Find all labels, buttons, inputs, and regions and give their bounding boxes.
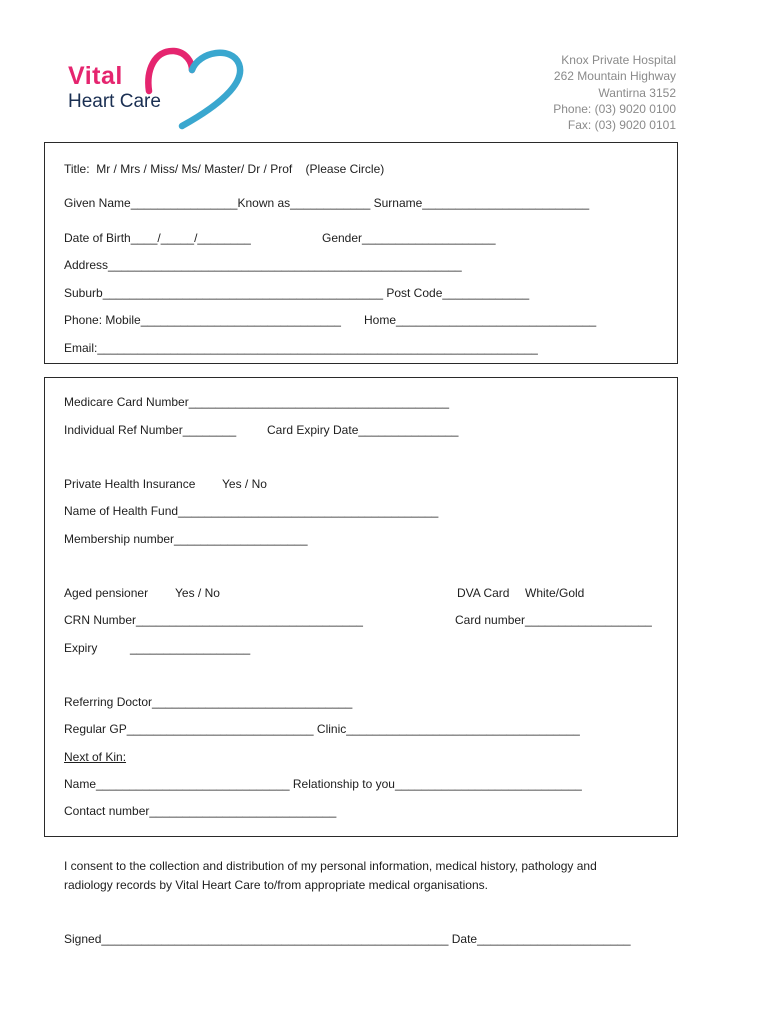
membership-field[interactable]: Membership number____________________: [64, 532, 308, 546]
crn-field[interactable]: CRN Number__________________________________: [64, 613, 363, 627]
ref-number-field[interactable]: Individual Ref Number________: [64, 423, 237, 437]
aged-pensioner-label: Aged pensioner: [64, 586, 149, 600]
gender-field[interactable]: Gender____________________: [322, 231, 496, 245]
dva-card-label: DVA Card: [457, 586, 510, 600]
email-field[interactable]: Email:__________________________________________________________________: [64, 341, 538, 355]
address-line: 262 Mountain Highway: [553, 69, 676, 84]
title-field[interactable]: Title: Mr / Mrs / Miss/ Ms/ Master/ Dr / Prof (Please Circle): [64, 162, 385, 176]
address-line: Phone: (03) 9020 0100: [553, 101, 676, 116]
address-line: Wantirna 3152: [598, 85, 676, 100]
referring-doctor-field[interactable]: Referring Doctor______________________________: [64, 695, 353, 709]
dob-field[interactable]: Date of Birth____/_____/________: [64, 231, 251, 245]
medicare-field[interactable]: Medicare Card Number_______________________________________: [64, 395, 449, 409]
signature-date-field[interactable]: Signed____________________________________________________ Date_______________________: [64, 932, 631, 946]
private-health-label: Private Health Insurance: [64, 477, 196, 491]
hospital-address: [553, 52, 676, 133]
vital-heart-care-logo: [64, 44, 254, 136]
logo-word-heart-care: Heart Care: [68, 91, 161, 112]
next-of-kin-heading: Next of Kin:: [64, 750, 127, 764]
regular-gp-clinic-field[interactable]: Regular GP____________________________ Clinic___________________________________: [64, 722, 580, 736]
contact-number-field[interactable]: Contact number____________________________: [64, 804, 337, 818]
logo-word-vital: Vital: [68, 62, 123, 90]
suburb-postcode-field[interactable]: Suburb__________________________________________ Post Code_____________: [64, 286, 530, 300]
name-fields[interactable]: Given Name________________Known as____________ Surname_________________________: [64, 196, 590, 210]
medical-details-box: [44, 377, 678, 837]
consent-text-line-2: radiology records by Vital Heart Care to/from appropriate medical organisations.: [64, 878, 488, 892]
private-health-options[interactable]: Yes / No: [222, 477, 267, 491]
expiry-label: Expiry: [64, 641, 98, 655]
home-phone-field[interactable]: Home______________________________: [364, 313, 597, 327]
address-line: Fax: (03) 9020 0101: [567, 118, 676, 133]
address-field[interactable]: Address_____________________________________________________: [64, 258, 462, 272]
mobile-field[interactable]: Phone: Mobile______________________________: [64, 313, 341, 327]
aged-pensioner-options[interactable]: Yes / No: [175, 586, 220, 600]
dva-card-number-field[interactable]: Card number___________________: [455, 613, 652, 627]
card-expiry-field[interactable]: Card Expiry Date_______________: [267, 423, 459, 437]
nok-name-relationship-field[interactable]: Name_____________________________ Relationship to you____________________________: [64, 777, 582, 791]
health-fund-field[interactable]: Name of Health Fund_______________________________________: [64, 504, 439, 518]
consent-text-line-1: I consent to the collection and distribution of my personal information, medical history, pathology and: [64, 859, 597, 873]
address-line: Knox Private Hospital: [561, 53, 676, 67]
expiry-field[interactable]: __________________: [130, 641, 251, 655]
dva-card-options[interactable]: White/Gold: [525, 586, 585, 600]
